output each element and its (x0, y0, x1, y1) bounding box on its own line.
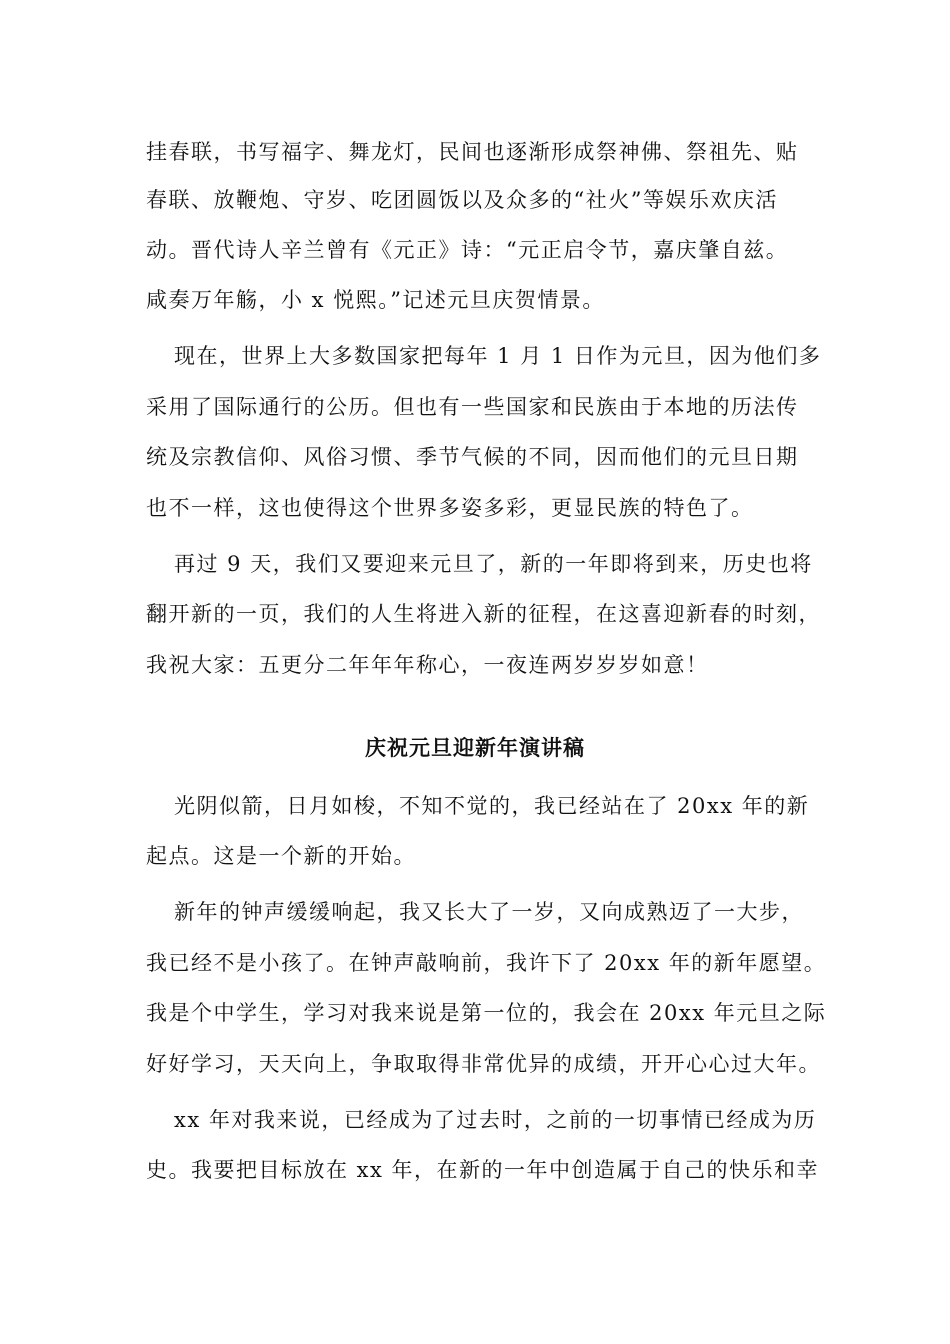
paragraph-2-line-4: 也不一样，这也使得这个世界多姿多彩，更显民族的特色了。 (146, 496, 754, 520)
section-heading: 庆祝元旦迎新年演讲稿 (365, 735, 585, 760)
paragraph-4-line-2: 起点。这是一个新的开始。 (146, 844, 416, 868)
paragraph-1-line-4: 咸奏万年觞，小 x 悦熙。”记述元旦庆贺情景。 (146, 288, 605, 312)
paragraph-3-line-3: 我祝大家：五更分二年年年称心，一夜连两岁岁岁如意！ (146, 653, 709, 677)
paragraph-6-line-2: 史。我要把目标放在 xx 年，在新的一年中创造属于自己的快乐和幸 (146, 1158, 820, 1182)
paragraph-3-line-2: 翻开新的一页，我们的人生将进入新的征程，在这喜迎新春的时刻， (146, 602, 821, 626)
paragraph-2-line-3: 统及宗教信仰、风俗习惯、季节气候的不同，因而他们的元旦日期 (146, 445, 799, 469)
paragraph-1-line-2: 春联、放鞭炮、守岁、吃团圆饭以及众多的“社火”等娱乐欢庆活 (146, 188, 778, 212)
paragraph-1-line-1: 挂春联，书写福字、舞龙灯，民间也逐渐形成祭神佛、祭祖先、贴 (146, 140, 799, 164)
paragraph-5-line-4: 好好学习，天天向上，争取取得非常优异的成绩，开开心心过大年。 (146, 1052, 821, 1076)
paragraph-2-line-1: 现在，世界上大多数国家把每年 1 月 1 日作为元旦，因为他们多 (174, 344, 822, 368)
paragraph-5-line-1: 新年的钟声缓缓响起，我又长大了一岁，又向成熟迈了一大步， (174, 900, 804, 924)
paragraph-5-line-3: 我是个中学生，学习对我来说是第一位的，我会在 20xx 年元旦之际 (146, 1001, 827, 1025)
paragraph-3-line-1: 再过 9 天，我们又要迎来元旦了，新的一年即将到来，历史也将 (174, 552, 813, 576)
paragraph-6-line-1: xx 年对我来说，已经成为了过去时，之前的一切事情已经成为历 (174, 1108, 817, 1132)
paragraph-5-line-2: 我已经不是小孩了。在钟声敲响前，我许下了 20xx 年的新年愿望。 (146, 951, 827, 975)
paragraph-2-line-2: 采用了国际通行的公历。但也有一些国家和民族由于本地的历法传 (146, 395, 799, 419)
paragraph-1-line-3: 动。晋代诗人辛兰曾有《元正》诗：“元正启令节，嘉庆肇自兹。 (146, 238, 789, 262)
paragraph-4-line-1: 光阴似箭，日月如梭，不知不觉的，我已经站在了 20xx 年的新 (174, 794, 810, 818)
